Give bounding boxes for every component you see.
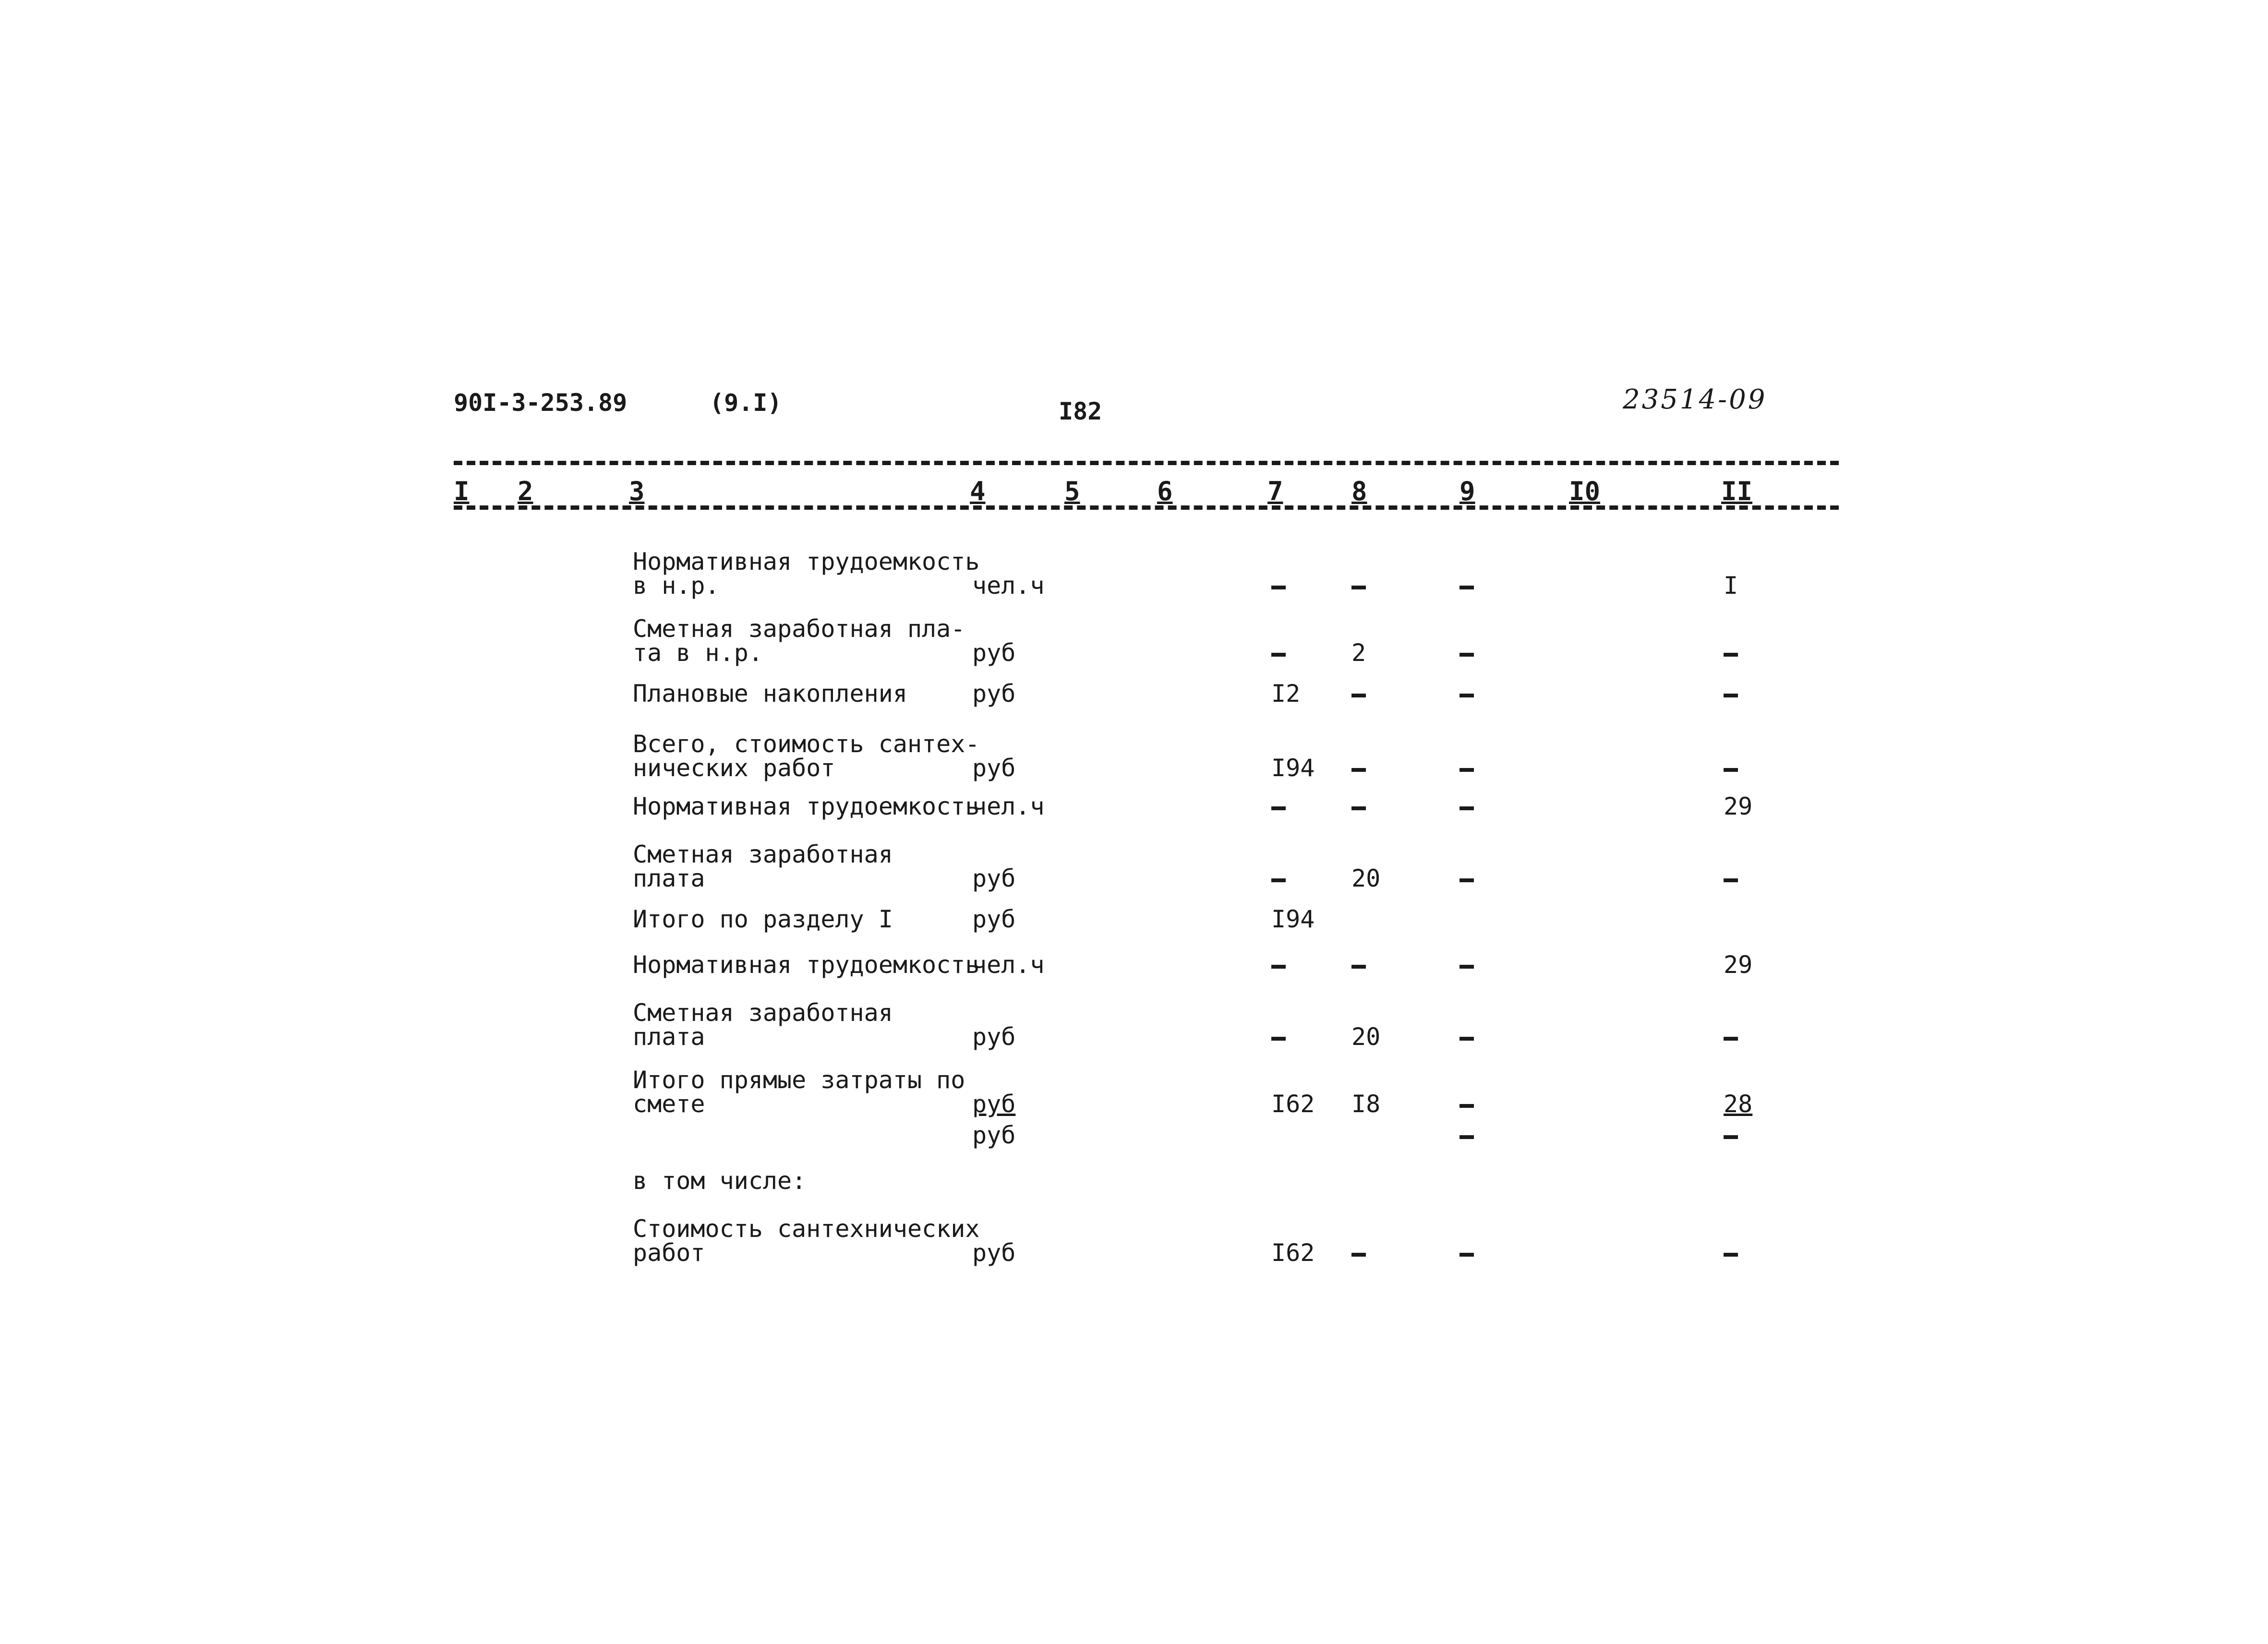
col9-value xyxy=(1460,794,1474,818)
row-description: Сметная заработная плата xyxy=(633,999,893,1051)
col9-value xyxy=(1460,1241,1474,1265)
col8-value: 2 xyxy=(1351,639,1366,667)
column-number-11: II xyxy=(1721,476,1753,506)
col9-value xyxy=(1460,641,1474,665)
dash-mark xyxy=(1271,878,1286,882)
col11-value: 29 xyxy=(1724,951,1753,979)
col8-value: 20 xyxy=(1351,864,1381,892)
col7-value: I62 xyxy=(1271,1090,1315,1118)
col9-value xyxy=(1460,574,1474,598)
col7-value xyxy=(1271,953,1286,977)
col8-value: I8 xyxy=(1351,1090,1381,1118)
dash-mark xyxy=(1460,586,1474,589)
col9-value xyxy=(1460,1025,1474,1049)
col11-value xyxy=(1724,1123,1738,1147)
row-unit: чел.ч xyxy=(972,951,1045,979)
dash-mark xyxy=(1271,965,1286,969)
col9-value xyxy=(1460,866,1474,890)
row-unit: чел.ч xyxy=(972,792,1045,820)
dash-mark xyxy=(1351,806,1366,810)
top-dashed-rule xyxy=(454,461,1839,465)
col9-value xyxy=(1460,953,1474,977)
col7-value: I94 xyxy=(1271,905,1315,933)
dash-mark xyxy=(1460,768,1474,772)
dash-mark xyxy=(1351,965,1366,969)
col7-value: I94 xyxy=(1271,754,1315,782)
dash-mark xyxy=(1460,878,1474,882)
dash-mark xyxy=(1351,694,1366,697)
column-number-3: 3 xyxy=(629,476,645,506)
col11-value xyxy=(1724,641,1738,665)
row-description: Сметная заработная плата xyxy=(633,840,893,892)
dash-mark xyxy=(1271,586,1286,589)
col8-value: 20 xyxy=(1351,1023,1381,1051)
dash-mark xyxy=(1351,586,1366,589)
column-number-10: I0 xyxy=(1569,476,1601,506)
col11-value xyxy=(1724,756,1738,780)
column-number-6: 6 xyxy=(1157,476,1173,506)
col11-value xyxy=(1724,682,1738,706)
row-unit: руб xyxy=(972,754,1016,782)
dash-mark xyxy=(1271,1037,1286,1041)
dash-mark xyxy=(1460,1037,1474,1041)
dash-mark xyxy=(1724,1253,1738,1257)
col8-value xyxy=(1351,1241,1366,1265)
document-code: 90I-3-253.89 xyxy=(454,389,627,417)
col11-value xyxy=(1724,1025,1738,1049)
col7-value: I62 xyxy=(1271,1239,1315,1267)
row-unit: руб xyxy=(972,680,1016,708)
dash-mark xyxy=(1460,694,1474,697)
col7-value xyxy=(1271,1025,1286,1049)
dash-mark xyxy=(1724,1135,1738,1139)
dash-mark xyxy=(1460,653,1474,657)
col9-value xyxy=(1460,1123,1474,1147)
col11-value xyxy=(1724,866,1738,890)
col7-value xyxy=(1271,866,1286,890)
row-unit: руб xyxy=(972,864,1016,892)
row-unit: руб xyxy=(972,1121,1016,1149)
column-number-9: 9 xyxy=(1460,476,1475,506)
handwritten-number: 23514-09 xyxy=(1623,384,1767,415)
col8-value xyxy=(1351,756,1366,780)
col11-value: 28 xyxy=(1724,1090,1753,1118)
dash-mark xyxy=(1460,1253,1474,1257)
col9-value xyxy=(1460,682,1474,706)
col7-value: I2 xyxy=(1271,680,1301,708)
row-description: Итого по разделу I xyxy=(633,905,893,933)
row-description: Итого прямые затраты по смете xyxy=(633,1066,965,1118)
row-description: Сметная заработная пла- та в н.р. xyxy=(633,615,965,667)
dash-mark xyxy=(1271,806,1286,810)
dash-mark xyxy=(1724,694,1738,697)
dash-mark xyxy=(1351,1253,1366,1257)
row-description: Нормативная трудоемкость в н.р. xyxy=(633,548,980,600)
column-header-dashed-rule xyxy=(454,505,1839,510)
dash-mark xyxy=(1351,768,1366,772)
column-number-4: 4 xyxy=(970,476,986,506)
dash-mark xyxy=(1460,1135,1474,1139)
column-number-5: 5 xyxy=(1064,476,1080,506)
row-description: Нормативная трудоемкость xyxy=(633,951,980,979)
col11-value xyxy=(1724,1241,1738,1265)
section-number: (9.I) xyxy=(710,389,782,417)
column-number-2: 2 xyxy=(518,476,533,506)
row-description: Нормативная трудоемкость xyxy=(633,792,980,820)
row-unit: руб xyxy=(972,1023,1016,1051)
row-description: Всего, стоимость сантех- нических работ xyxy=(633,730,980,782)
dash-mark xyxy=(1724,653,1738,657)
col8-value xyxy=(1351,794,1366,818)
col7-value xyxy=(1271,794,1286,818)
row-unit: чел.ч xyxy=(972,572,1045,600)
row-description: Стоимость сантехнических работ xyxy=(633,1215,980,1267)
col9-value xyxy=(1460,756,1474,780)
column-number-1: I xyxy=(454,476,470,506)
dash-mark xyxy=(1724,1037,1738,1041)
col11-value: I xyxy=(1724,572,1738,600)
col8-value xyxy=(1351,682,1366,706)
dash-mark xyxy=(1724,768,1738,772)
col7-value xyxy=(1271,574,1286,598)
col8-value xyxy=(1351,953,1366,977)
row-description: в том числе: xyxy=(633,1167,807,1195)
col9-value xyxy=(1460,1092,1474,1116)
dash-mark xyxy=(1460,806,1474,810)
page-number: I82 xyxy=(1059,397,1102,425)
column-number-8: 8 xyxy=(1351,476,1367,506)
row-unit: руб xyxy=(972,1090,1016,1118)
row-unit: руб xyxy=(972,905,1016,933)
row-unit: руб xyxy=(972,639,1016,667)
row-unit: руб xyxy=(972,1239,1016,1267)
col8-value xyxy=(1351,574,1366,598)
col7-value xyxy=(1271,641,1286,665)
dash-mark xyxy=(1724,878,1738,882)
dash-mark xyxy=(1460,965,1474,969)
col11-value: 29 xyxy=(1724,792,1753,820)
row-description: Плановые накопления xyxy=(633,680,907,708)
dash-mark xyxy=(1460,1104,1474,1108)
dash-mark xyxy=(1271,653,1286,657)
column-number-7: 7 xyxy=(1267,476,1283,506)
